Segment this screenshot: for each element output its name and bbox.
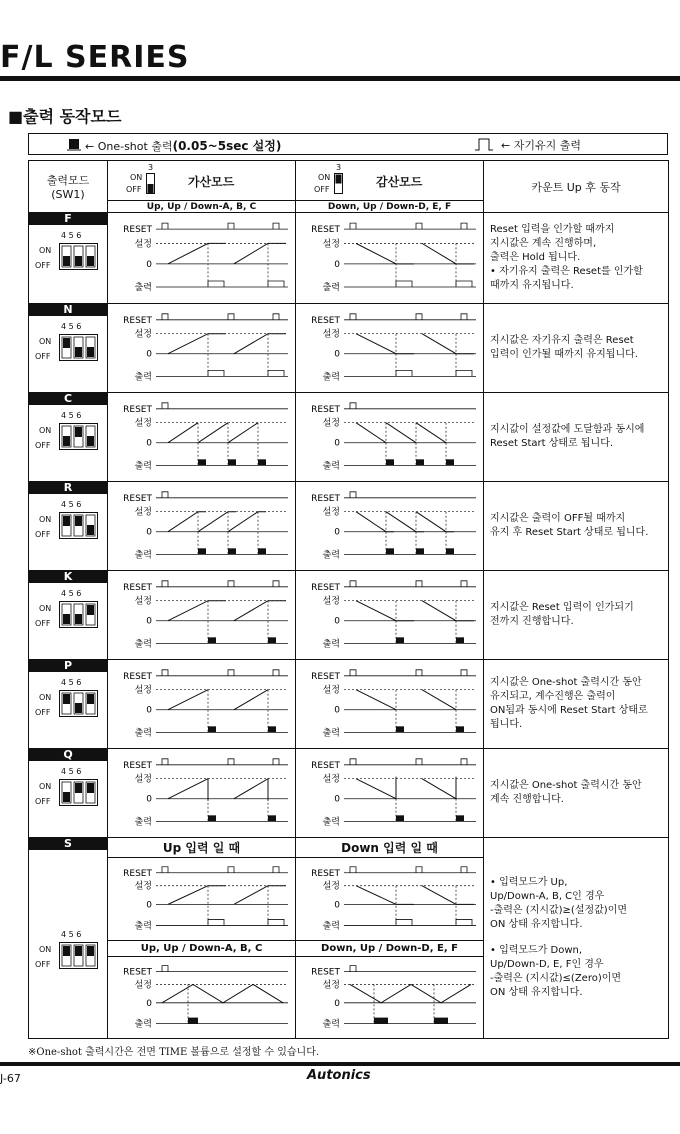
dip-off-label: OFF bbox=[35, 352, 51, 361]
dip-numbers: 4 5 6 bbox=[61, 411, 82, 420]
timing-chart bbox=[108, 483, 294, 570]
output-label: 출력 bbox=[134, 727, 152, 738]
title-rule bbox=[0, 76, 680, 81]
set-label: 설정 bbox=[134, 685, 152, 696]
set-label: 설정 bbox=[322, 596, 340, 607]
set-label: 설정 bbox=[134, 979, 152, 990]
output-label: 출력 bbox=[322, 727, 340, 738]
timing-chart bbox=[108, 394, 294, 481]
s-down-sub: Down, Up / Down-D, E, F bbox=[296, 941, 484, 957]
timing-chart bbox=[296, 483, 482, 570]
zero-label: 0 bbox=[146, 616, 152, 627]
reset-label: RESET bbox=[311, 671, 340, 682]
up-input-title: Up 입력 일 때 bbox=[108, 838, 296, 858]
output-label: 출력 bbox=[134, 371, 152, 382]
reset-label: RESET bbox=[123, 967, 152, 978]
dip-numbers: 4 5 6 bbox=[61, 322, 82, 331]
timing-chart bbox=[296, 305, 482, 392]
switch-icon bbox=[334, 173, 344, 197]
dip-on-label: ON bbox=[39, 337, 52, 346]
dip-off-label: OFF bbox=[35, 530, 51, 539]
dip-on-label: ON bbox=[39, 604, 52, 613]
s-up-sub: Up, Up / Down-A, B, C bbox=[108, 941, 296, 957]
down-sub-header: Down, Up / Down-D, E, F bbox=[296, 201, 484, 213]
set-label: 설정 bbox=[322, 685, 340, 696]
reset-label: RESET bbox=[311, 404, 340, 415]
mode-cell bbox=[29, 660, 108, 749]
set-label: 설정 bbox=[322, 329, 340, 340]
set-label: 설정 bbox=[322, 979, 340, 990]
zero-label: 0 bbox=[146, 899, 152, 910]
reset-label: RESET bbox=[311, 760, 340, 771]
dip-numbers: 4 5 6 bbox=[61, 500, 82, 509]
mode-desc: 지시값은 출력이 OFF될 때까지 유지 후 Reset Start 상태로 됩니다. bbox=[484, 482, 669, 571]
dip-switch-icon bbox=[59, 334, 99, 362]
dip-switch-icon bbox=[59, 243, 99, 271]
mode-name: F bbox=[29, 213, 107, 225]
zero-label: 0 bbox=[146, 705, 152, 716]
mode-row-p bbox=[29, 660, 669, 749]
zero-label: 0 bbox=[334, 527, 340, 538]
output-label: 출력 bbox=[134, 920, 152, 931]
dip-numbers: 4 5 6 bbox=[61, 767, 82, 776]
zero-label: 0 bbox=[146, 259, 152, 270]
output-label: 출력 bbox=[134, 816, 152, 827]
reset-label: RESET bbox=[123, 868, 152, 879]
dip-numbers: 4 5 6 bbox=[61, 678, 82, 687]
output-label: 출력 bbox=[134, 282, 152, 293]
mode-name: P bbox=[29, 660, 107, 672]
zero-label: 0 bbox=[334, 349, 340, 360]
output-label: 출력 bbox=[134, 460, 152, 471]
footnote: ※One-shot 출력시간은 전면 TIME 볼륨으로 설정할 수 있습니다. bbox=[28, 1047, 320, 1058]
zero-label: 0 bbox=[334, 794, 340, 805]
mode-row-n bbox=[29, 304, 669, 393]
reset-label: RESET bbox=[123, 582, 152, 593]
output-label: 출력 bbox=[322, 549, 340, 560]
mode-s-desc: • 입력모드가 Up, Up/Down-A, B, C인 경우 -출력은 (지시값)≥(설정값)이면 ON 상태 유지합니다. • 입력모드가 Down, Up/Down-D, E, F인 경우 -출력은 (지시값)≤(Zero)이면 ON 상태 유지합니다. bbox=[484, 838, 669, 1039]
reset-label: RESET bbox=[311, 315, 340, 326]
mode-cell-s bbox=[29, 838, 108, 1039]
dip-off-label: OFF bbox=[35, 441, 51, 450]
mode-cell bbox=[29, 304, 108, 393]
dip-switch-icon bbox=[59, 690, 99, 718]
page-number: J-67 bbox=[0, 1072, 21, 1085]
bottom-rule bbox=[0, 1062, 680, 1066]
dip-off-label: OFF bbox=[35, 619, 51, 628]
output-label: 출력 bbox=[322, 282, 340, 293]
mode-row-k bbox=[29, 571, 669, 660]
dip-off-label: OFF bbox=[35, 261, 51, 270]
zero-label: 0 bbox=[334, 899, 340, 910]
zero-label: 0 bbox=[146, 794, 152, 805]
dip-off-label: OFF bbox=[35, 960, 51, 969]
dip-on-label: ON bbox=[39, 693, 52, 702]
mode-cell bbox=[29, 571, 108, 660]
reset-label: RESET bbox=[311, 224, 340, 235]
zero-label: 0 bbox=[146, 527, 152, 538]
section-title: ■출력 동작모드 bbox=[8, 107, 122, 126]
timing-chart bbox=[296, 661, 482, 748]
set-label: 설정 bbox=[134, 329, 152, 340]
timing-chart bbox=[108, 750, 294, 837]
brand-logo: Autonics bbox=[307, 1068, 371, 1083]
dip-numbers: 4 5 6 bbox=[61, 930, 82, 939]
reset-label: RESET bbox=[123, 760, 152, 771]
dip-on-label: ON bbox=[39, 782, 52, 791]
dip-switch-icon bbox=[59, 601, 99, 629]
hold-symbol-icon bbox=[475, 137, 493, 151]
output-label: 출력 bbox=[322, 920, 340, 931]
set-label: 설정 bbox=[134, 774, 152, 785]
dip-switch-icon bbox=[59, 779, 99, 807]
timing-chart bbox=[296, 394, 482, 481]
output-label: 출력 bbox=[322, 460, 340, 471]
timing-chart bbox=[108, 661, 294, 748]
dip-on-label: ON bbox=[39, 945, 52, 954]
mode-cell bbox=[29, 393, 108, 482]
timing-chart bbox=[108, 572, 294, 659]
mode-desc: 지시값이 설정값에 도달함과 동시에 Reset Start 상태로 됩니다. bbox=[484, 393, 669, 482]
mode-name: Q bbox=[29, 749, 107, 761]
series-title: F/L SERIES bbox=[0, 40, 190, 75]
set-label: 설정 bbox=[322, 507, 340, 518]
reset-label: RESET bbox=[311, 493, 340, 504]
dip-on-label: ON bbox=[39, 515, 52, 524]
output-label: 출력 bbox=[322, 638, 340, 649]
up-mode-header: 3 ON OFF 가산모드 bbox=[108, 161, 296, 201]
set-label: 설정 bbox=[134, 881, 152, 892]
reset-label: RESET bbox=[311, 582, 340, 593]
timing-chart bbox=[296, 958, 482, 1038]
down-input-title: Down 입력 일 때 bbox=[296, 838, 484, 858]
reset-label: RESET bbox=[311, 967, 340, 978]
set-label: 설정 bbox=[134, 238, 152, 249]
zero-label: 0 bbox=[334, 616, 340, 627]
zero-label: 0 bbox=[146, 438, 152, 449]
reset-label: RESET bbox=[123, 315, 152, 326]
timing-chart bbox=[296, 214, 482, 303]
legend-oneshot: ← One-shot 출력(0.05~5sec 설정) bbox=[85, 139, 282, 153]
mode-cell bbox=[29, 749, 108, 838]
zero-label: 0 bbox=[334, 259, 340, 270]
dip-numbers: 4 5 6 bbox=[61, 231, 82, 240]
zero-label: 0 bbox=[146, 349, 152, 360]
set-label: 설정 bbox=[322, 238, 340, 249]
mode-desc: 지시값은 One-shot 출력시간 동안 유지되고, 계수진행은 출력이 ON됨과 동시에 Reset Start 상태로 됩니다. bbox=[484, 660, 669, 749]
reset-label: RESET bbox=[123, 404, 152, 415]
mode-name: N bbox=[29, 304, 107, 316]
output-label: 출력 bbox=[134, 549, 152, 560]
dip-off-label: OFF bbox=[35, 797, 51, 806]
zero-label: 0 bbox=[334, 705, 340, 716]
output-label: 출력 bbox=[134, 638, 152, 649]
mode-cell bbox=[29, 213, 108, 304]
mode-row-r bbox=[29, 482, 669, 571]
timing-chart bbox=[108, 859, 294, 940]
mode-row-q bbox=[29, 749, 669, 838]
up-sub-header: Up, Up / Down-A, B, C bbox=[108, 201, 296, 213]
set-label: 설정 bbox=[134, 507, 152, 518]
mode-header: 출력모드 (SW1) bbox=[29, 161, 108, 213]
mode-desc: 지시값은 One-shot 출력시간 동안 계속 진행합니다. bbox=[484, 749, 669, 838]
mode-desc: 지시값은 자기유지 출력은 Reset 입력이 인가될 때까지 유지됩니다. bbox=[484, 304, 669, 393]
set-label: 설정 bbox=[322, 774, 340, 785]
mode-row-c bbox=[29, 393, 669, 482]
reset-label: RESET bbox=[311, 868, 340, 879]
timing-chart bbox=[296, 572, 482, 659]
mode-name: R bbox=[29, 482, 107, 494]
desc-header: 카운트 Up 후 동작 bbox=[484, 161, 669, 213]
output-label: 출력 bbox=[322, 371, 340, 382]
zero-label: 0 bbox=[146, 998, 152, 1009]
timing-chart bbox=[108, 958, 294, 1038]
timing-chart bbox=[296, 859, 482, 940]
set-label: 설정 bbox=[322, 418, 340, 429]
dip-switch-icon bbox=[59, 942, 99, 970]
oneshot-symbol-icon bbox=[67, 137, 81, 151]
zero-label: 0 bbox=[334, 438, 340, 449]
output-label: 출력 bbox=[322, 1019, 340, 1030]
output-label: 출력 bbox=[134, 1019, 152, 1030]
set-label: 설정 bbox=[134, 596, 152, 607]
down-mode-header: 3 ON OFF 감산모드 bbox=[296, 161, 484, 201]
mode-name: S bbox=[29, 838, 107, 850]
dip-numbers: 4 5 6 bbox=[61, 589, 82, 598]
mode-name: C bbox=[29, 393, 107, 405]
reset-label: RESET bbox=[123, 224, 152, 235]
dip-off-label: OFF bbox=[35, 708, 51, 717]
dip-switch-icon bbox=[59, 423, 99, 451]
zero-label: 0 bbox=[334, 998, 340, 1009]
output-mode-table bbox=[28, 160, 669, 1039]
legend-hold: ← 자기유지 출력 bbox=[501, 139, 581, 152]
mode-desc: Reset 입력을 인가할 때까지 지시값은 계속 진행하며, 출력은 Hold 됩니다. • 자기유지 출력은 Reset를 인가할 때까지 유지됩니다. bbox=[484, 213, 669, 304]
switch-icon bbox=[146, 173, 156, 197]
dip-on-label: ON bbox=[39, 426, 52, 435]
set-label: 설정 bbox=[134, 418, 152, 429]
reset-label: RESET bbox=[123, 493, 152, 504]
timing-chart bbox=[108, 214, 294, 303]
set-label: 설정 bbox=[322, 881, 340, 892]
output-label: 출력 bbox=[322, 816, 340, 827]
mode-cell bbox=[29, 482, 108, 571]
dip-switch-icon bbox=[59, 512, 99, 540]
reset-label: RESET bbox=[123, 671, 152, 682]
timing-chart bbox=[296, 750, 482, 837]
mode-row-f bbox=[29, 213, 669, 304]
timing-chart bbox=[108, 305, 294, 392]
dip-on-label: ON bbox=[39, 246, 52, 255]
mode-name: K bbox=[29, 571, 107, 583]
mode-desc: 지시값은 Reset 입력이 인가되기 전까지 진행합니다. bbox=[484, 571, 669, 660]
legend-box bbox=[28, 133, 668, 155]
